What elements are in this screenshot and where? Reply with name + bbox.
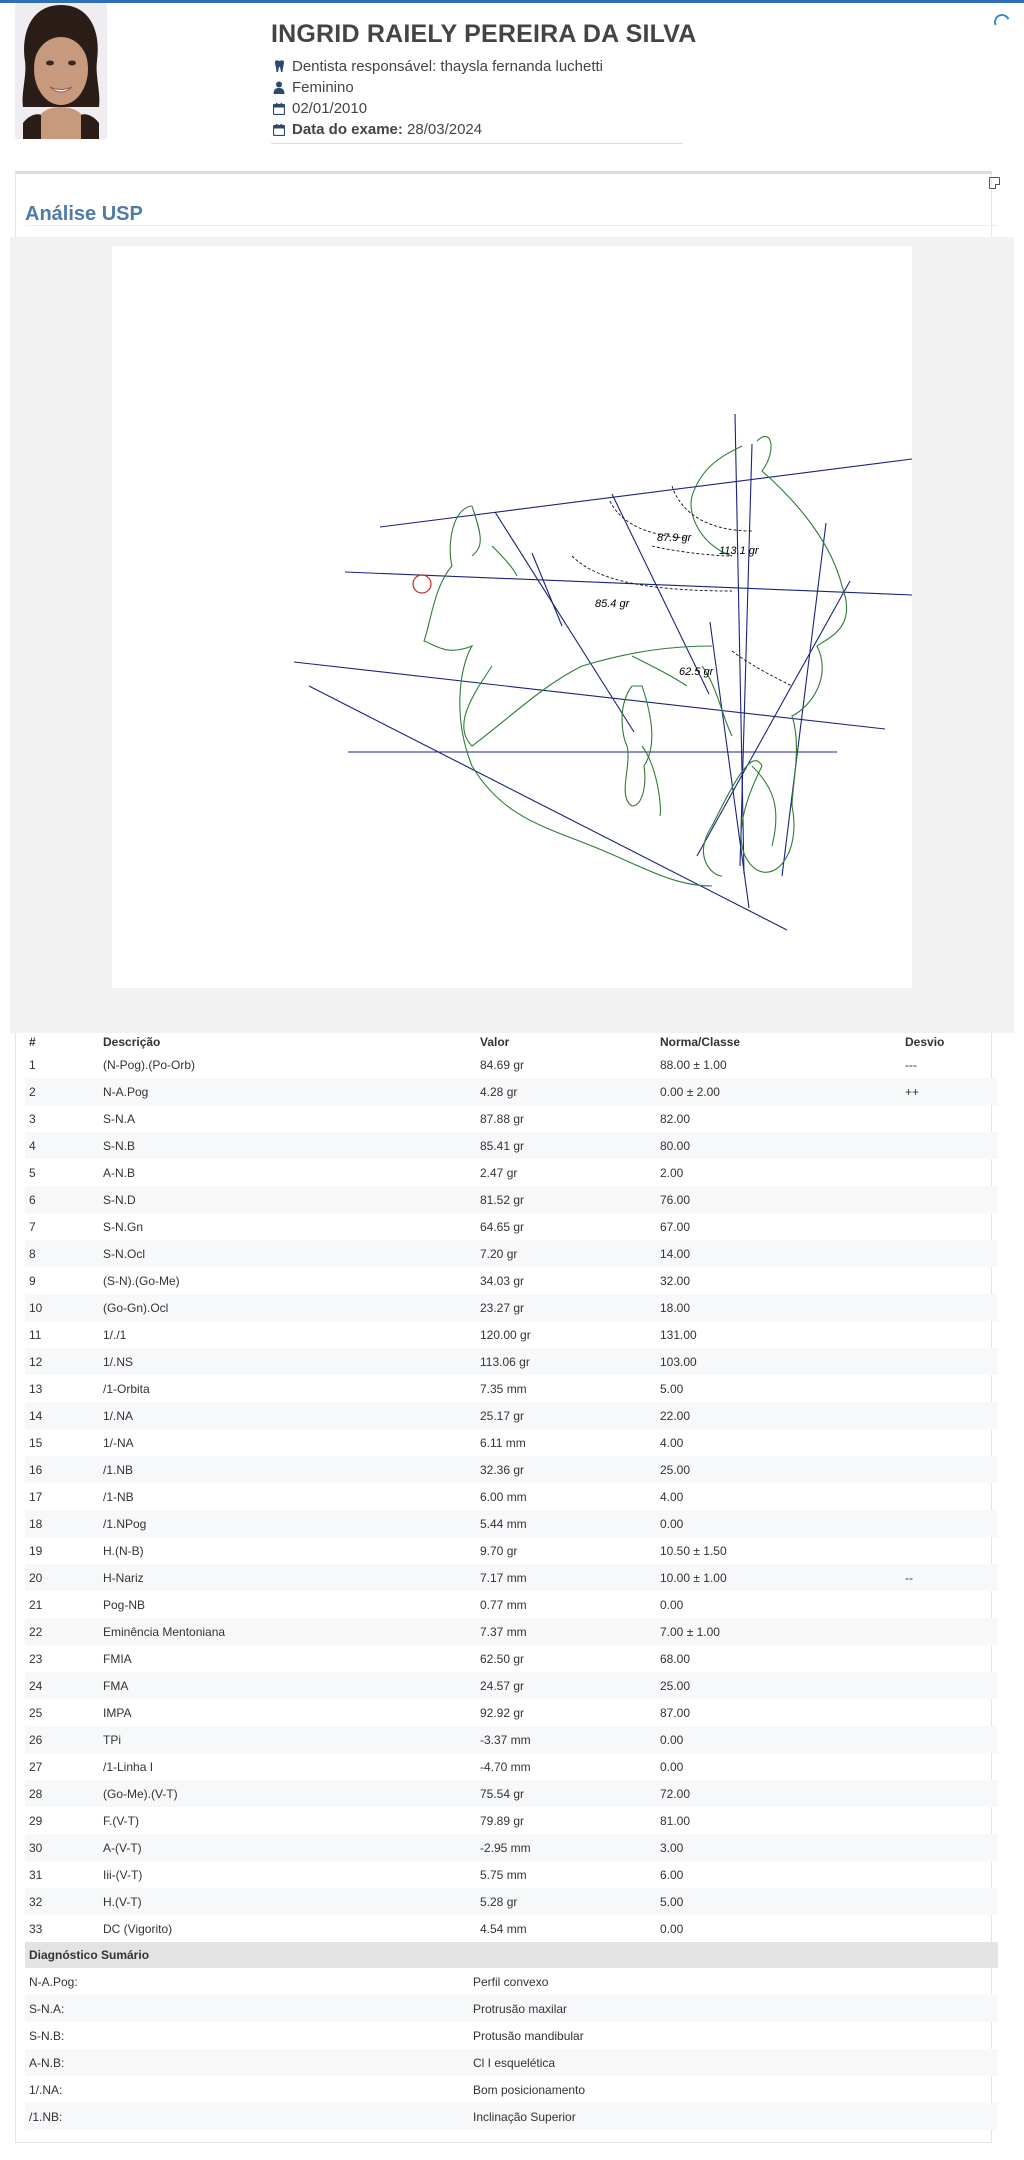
row-value: 2.47 gr [480,1165,518,1180]
row-value: 25.17 gr [475,1402,655,1429]
table-row [25,1105,998,1132]
diagnosis-key: S-N.B: [29,2028,65,2043]
angle-label: 87.9 gr [657,532,692,544]
row-deviation [900,1834,998,1861]
row-norm: 4.00 [660,1489,684,1504]
row-norm: 22.00 [655,1402,900,1429]
row-value: 7.20 gr [475,1240,655,1267]
row-number: 7 [29,1219,36,1234]
exam-date-value: 28/03/2024 [407,121,483,138]
row-value: 5.44 mm [475,1510,655,1537]
row-number: 21 [29,1597,43,1612]
spinner-icon [992,12,1013,33]
row-description: H-Nariz [98,1564,475,1591]
row-number: 20 [25,1564,98,1591]
row-number: 26 [25,1726,98,1753]
table-row [25,1159,998,1186]
diagnosis-value: Bom posicionamento [473,2082,586,2097]
row-number: 22 [25,1618,98,1645]
row-value: -3.37 mm [475,1726,655,1753]
row-value: 6.11 mm [480,1435,526,1450]
row-description: S-N.Gn [103,1219,144,1234]
row-description: 1/.NS [98,1348,475,1375]
row-norm: 10.50 ± 1.50 [660,1543,727,1558]
row-deviation [900,1753,998,1780]
row-number: 5 [29,1165,36,1180]
row-number: 8 [25,1240,98,1267]
row-number: 18 [25,1510,98,1537]
row-deviation [900,1105,998,1132]
row-value: -4.70 mm [480,1759,531,1774]
row-number: 27 [29,1759,43,1774]
row-number: 28 [25,1780,98,1807]
row-number: 12 [25,1348,98,1375]
row-norm: 7.00 ± 1.00 [655,1618,900,1645]
row-value: 87.88 gr [480,1111,525,1126]
row-value: 113.06 gr [475,1348,655,1375]
row-norm: 5.00 [655,1888,900,1915]
row-description: (N-Pog).(Po-Orb) [103,1057,196,1072]
row-deviation: --- [905,1057,917,1072]
row-number: 9 [29,1273,36,1288]
row-description: S-N.A [103,1111,136,1126]
table-row [25,1564,998,1591]
row-description: F.(V-T) [103,1813,139,1828]
row-norm: 72.00 [655,1780,900,1807]
row-norm: 0.00 [655,1726,900,1753]
row-norm: 0.00 [660,1921,684,1936]
row-description: FMIA [103,1651,132,1666]
row-deviation [900,1672,998,1699]
row-description: Eminência Mentoniana [98,1618,475,1645]
row-description: A-(V-T) [98,1834,475,1861]
table-row [25,1051,998,1078]
row-value: 62.50 gr [480,1651,525,1666]
col-value: Valor [480,1035,510,1049]
row-norm: 0.00 [655,1510,900,1537]
dentist-row [271,56,711,77]
row-value: 6.00 mm [480,1489,527,1504]
row-value: 84.69 gr [480,1057,525,1072]
table-row [25,1186,998,1213]
table-row [25,1456,998,1483]
diagnosis-value: Perfil convexo [473,1974,549,1989]
row-deviation [900,1267,998,1294]
diagnosis-key: /1.NB: [25,2103,470,2130]
row-value: 75.54 gr [475,1780,655,1807]
row-value: 32.36 gr [475,1456,655,1483]
row-value: 23.27 gr [475,1294,655,1321]
row-description: (Go-Gn).Ocl [98,1294,475,1321]
landmark-marker [413,575,431,593]
row-value: 34.03 gr [480,1273,525,1288]
table-row [25,1726,998,1753]
row-norm: 18.00 [655,1294,900,1321]
row-number: 25 [29,1705,43,1720]
row-value: 4.54 mm [480,1921,527,1936]
diagnosis-row [25,2103,998,2130]
diagnosis-title: Diagnóstico Sumário [25,1942,998,1968]
row-number: 29 [29,1813,43,1828]
table-row [25,1645,998,1672]
table-row [25,1132,998,1159]
row-value: 7.17 mm [475,1564,655,1591]
table-row [25,1672,998,1699]
row-deviation: -- [900,1564,998,1591]
row-deviation [900,1348,998,1375]
row-number: 10 [25,1294,98,1321]
table-row [25,1375,998,1402]
row-number: 31 [29,1867,43,1882]
row-value: 5.28 gr [475,1888,655,1915]
row-description: (Go-Me).(V-T) [98,1780,475,1807]
col-description: Descrição [103,1035,161,1049]
row-number: 11 [29,1327,42,1342]
diagnosis-value: Protusão mandibular [473,2028,584,2043]
row-value: 9.70 gr [480,1543,518,1558]
row-deviation: ++ [900,1078,998,1105]
row-norm: 0.00 ± 2.00 [655,1078,900,1105]
row-norm: 10.00 ± 1.00 [655,1564,900,1591]
row-description: DC (Vigorito) [103,1921,173,1936]
gender-row [271,77,711,98]
row-deviation [900,1591,998,1618]
row-number: 14 [25,1402,98,1429]
row-number: 15 [29,1435,43,1450]
table-row [25,1537,998,1564]
table-row [25,1240,998,1267]
section-title: Análise USP [25,203,143,225]
table-row [25,1348,998,1375]
row-deviation [900,1294,998,1321]
row-deviation [900,1537,998,1564]
row-norm: 0.00 [660,1759,684,1774]
row-deviation [900,1456,998,1483]
row-description: 1/.NA [98,1402,475,1429]
row-deviation [900,1159,998,1186]
row-description: S-N.Ocl [98,1240,475,1267]
reference-lines [294,414,912,930]
row-norm: 14.00 [655,1240,900,1267]
col-norm: Norma/Classe [660,1035,741,1049]
row-number: 23 [29,1651,43,1666]
diagnosis-value: Inclinação Superior [470,2103,998,2130]
row-description: S-N.B [98,1132,475,1159]
row-norm: 68.00 [660,1651,691,1666]
col-deviation: Desvio [905,1035,945,1049]
table-row [25,1591,998,1618]
row-description: /1-Orbita [103,1381,150,1396]
row-norm: 0.00 [660,1597,684,1612]
diagnosis-key: S-N.A: [25,1995,470,2022]
exam-date-row [271,119,683,144]
table-row [25,1699,998,1726]
diagnosis-row [25,2076,998,2103]
row-norm: 32.00 [660,1273,691,1288]
table-row [25,1753,998,1780]
row-description: /1-Linha I [103,1759,154,1774]
row-description: /1.NPog [98,1510,475,1537]
calendar-icon [271,103,287,115]
row-description: /1.NB [98,1456,475,1483]
table-row [25,1618,998,1645]
row-deviation [900,1780,998,1807]
row-value: 79.89 gr [480,1813,525,1828]
row-norm: 25.00 [655,1456,900,1483]
row-deviation [900,1645,998,1672]
row-deviation [900,1186,998,1213]
row-deviation [900,1807,998,1834]
row-number: 24 [25,1672,98,1699]
row-deviation [900,1861,998,1888]
row-number: 4 [25,1132,98,1159]
row-deviation [900,1888,998,1915]
row-deviation [900,1213,998,1240]
row-norm: 82.00 [660,1111,691,1126]
row-value: 81.52 gr [475,1186,655,1213]
row-value: 120.00 gr [480,1327,531,1342]
row-number: 3 [29,1111,36,1126]
row-value: 4.28 gr [475,1078,655,1105]
row-description: TPi [98,1726,475,1753]
row-description: N-A.Pog [98,1078,475,1105]
row-norm: 5.00 [660,1381,684,1396]
diagnosis-header-row [25,1942,998,1968]
row-deviation [900,1915,998,1942]
dentist-text: Dentista responsável: thaysla fernanda luchetti [292,58,604,75]
row-description: H.(V-T) [98,1888,475,1915]
row-description: 1/-NA [103,1435,134,1450]
row-value: 7.35 mm [480,1381,527,1396]
row-norm: 25.00 [655,1672,900,1699]
row-deviation [900,1240,998,1267]
row-value: 24.57 gr [475,1672,655,1699]
row-norm: 87.00 [660,1705,691,1720]
row-norm: 3.00 [655,1834,900,1861]
row-description: A-N.B [103,1165,136,1180]
table-row [25,1807,998,1834]
section-divider [25,225,998,226]
row-value: 0.77 mm [480,1597,527,1612]
calendar-icon [271,124,287,136]
row-norm: 76.00 [655,1186,900,1213]
gender-text: Feminino [292,79,354,96]
user-icon [271,81,287,94]
row-description: Pog-NB [103,1597,146,1612]
row-norm: 67.00 [660,1219,691,1234]
table-row [25,1078,998,1105]
row-norm: 6.00 [660,1867,684,1882]
row-number: 13 [29,1381,43,1396]
row-value: 7.37 mm [475,1618,655,1645]
table-row [25,1915,998,1942]
table-row [25,1483,998,1510]
row-number: 1 [29,1057,36,1072]
diagnosis-row [25,1968,998,1995]
table-row [25,1861,998,1888]
row-number: 6 [25,1186,98,1213]
row-value: 92.92 gr [480,1705,525,1720]
row-number: 19 [29,1543,43,1558]
birthdate-text: 02/01/2010 [292,100,368,117]
row-description: 1/./1 [103,1327,127,1342]
row-description: IMPA [103,1705,132,1720]
note-icon[interactable] [989,177,1000,189]
row-value: 64.65 gr [480,1219,525,1234]
diagnosis-row [25,2022,998,2049]
row-description: Iii-(V-T) [103,1867,143,1882]
diagnosis-row [25,2049,998,2076]
row-value: -2.95 mm [475,1834,655,1861]
table-row [25,1402,998,1429]
row-description: H.(N-B) [103,1543,144,1558]
angle-label: 62.5 gr [679,666,714,678]
exam-date-label: Data do exame: [292,121,403,138]
row-description: /1-NB [103,1489,134,1504]
row-number: 2 [25,1078,98,1105]
row-norm: 81.00 [660,1813,691,1828]
table-row [25,1267,998,1294]
row-value: 5.75 mm [480,1867,527,1882]
diagnosis-key: 1/.NA: [29,2082,63,2097]
table-row [25,1888,998,1915]
row-norm: 131.00 [660,1327,697,1342]
row-norm: 88.00 ± 1.00 [660,1057,727,1072]
row-deviation [900,1618,998,1645]
row-norm: 103.00 [655,1348,900,1375]
diagnosis-value: Cl I esquelética [470,2049,998,2076]
patient-photo [15,3,107,139]
table-row [25,1510,998,1537]
table-row [25,1321,998,1348]
top-progress-bar [0,0,1024,3]
angle-label: 85.4 gr [595,598,630,610]
row-deviation [900,1429,998,1456]
table-row [25,1294,998,1321]
table-row [25,1780,998,1807]
diagnosis-key: N-A.Pog: [29,1974,78,1989]
cephalometric-tracing [112,246,912,988]
row-deviation [900,1321,998,1348]
row-number: 32 [25,1888,98,1915]
row-deviation [900,1483,998,1510]
row-deviation [900,1510,998,1537]
row-deviation [900,1699,998,1726]
row-number: 16 [25,1456,98,1483]
col-number: # [29,1035,36,1049]
tooth-icon [271,60,287,73]
birthdate-row [271,98,711,119]
table-row [25,1834,998,1861]
diagnosis-value: Protrusão maxilar [470,1995,998,2022]
row-description: S-N.D [98,1186,475,1213]
row-deviation [900,1375,998,1402]
angle-label: 113.1 gr [719,545,759,557]
diagnosis-key: A-N.B: [25,2049,470,2076]
table-header-row [25,1033,998,1051]
table-row [25,1213,998,1240]
measurements-table [25,1033,998,1942]
row-number: 33 [29,1921,43,1936]
row-deviation [900,1726,998,1753]
row-number: 30 [25,1834,98,1861]
row-description: (S-N).(Go-Me) [103,1273,180,1288]
row-deviation [900,1402,998,1429]
row-description: FMA [98,1672,475,1699]
patient-name: INGRID RAIELY PEREIRA DA SILVA [271,20,697,48]
row-value: 85.41 gr [475,1132,655,1159]
diagnosis-table [25,1942,998,2130]
row-norm: 2.00 [660,1165,684,1180]
table-row [25,1429,998,1456]
anatomical-contours [424,436,847,886]
patient-info [271,20,711,144]
row-norm: 4.00 [660,1435,684,1450]
row-number: 17 [29,1489,43,1504]
row-norm: 80.00 [655,1132,900,1159]
diagnosis-row [25,1995,998,2022]
row-deviation [900,1132,998,1159]
